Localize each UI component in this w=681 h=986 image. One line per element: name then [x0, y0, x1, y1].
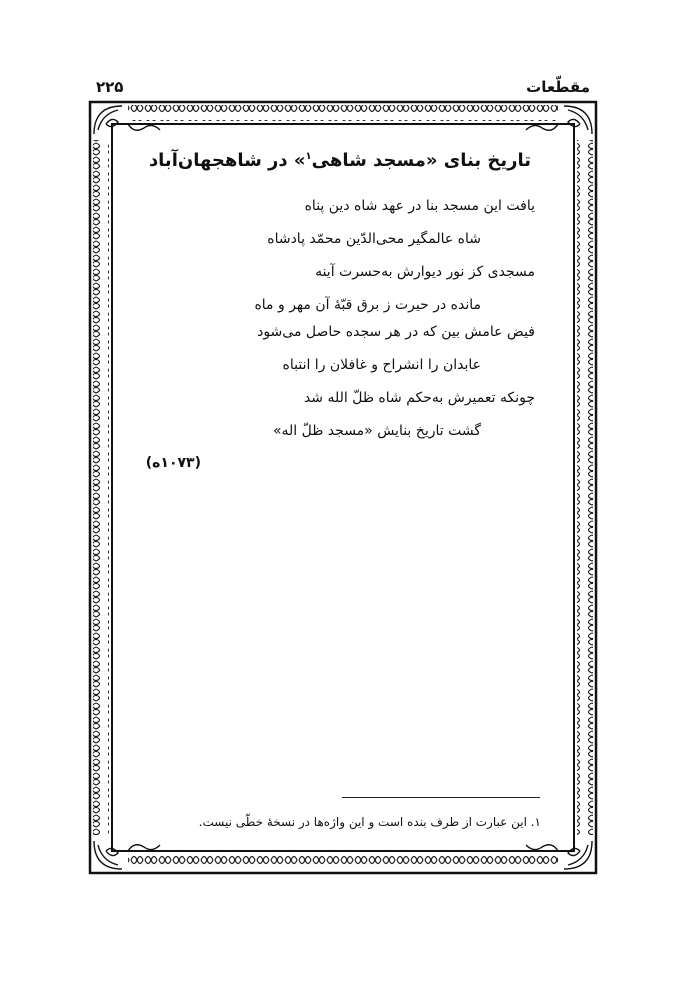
verse-line-5: فیض عامش بین که در هر سجده حاصل می‌شود — [257, 324, 535, 340]
verse-line-4: مانده در حیرت ز برق قبّهٔ آن مهر و ماه — [254, 297, 481, 313]
page-number: ۲۲۵ — [96, 78, 124, 96]
verse-line-6: عابدان را انشراح و غافلان را انتباه — [282, 357, 481, 373]
poem-title-text: تاریخ بنای «مسجد شاهی — [311, 150, 532, 171]
verse-line-3: مسجدی کز نور دیوارش به‌حسرت آینه — [315, 264, 535, 280]
running-head — [96, 78, 590, 100]
section-title: مقطّعات — [526, 78, 590, 96]
date-line: (۱۰۷۳ه) — [145, 455, 201, 471]
verse-line-8: گشت تاریخ بنایش «مسجد ظلّ اله» — [272, 423, 481, 439]
footnote-divider — [342, 797, 540, 798]
verse-line-1: یافت این مسجد بنا در عهد شاه دین پناه — [304, 198, 535, 214]
poem-title — [120, 150, 560, 171]
ornamental-border — [88, 100, 598, 875]
verse-line-2: شاه عالمگیر محی‌الدّین محمّد پادشاه — [267, 231, 481, 247]
poem-title-suffix: » در شاهجهان‌آباد — [148, 150, 306, 171]
footnote-text: ۱. این عبارت از طرف بنده است و این واژه‌ها در نسخهٔ خطّی نیست. — [198, 815, 541, 829]
footnote-ref: ۱ — [305, 151, 312, 162]
verse-line-7: چونکه تعمیرش به‌حکم شاه ظلّ الله شد — [303, 390, 535, 406]
